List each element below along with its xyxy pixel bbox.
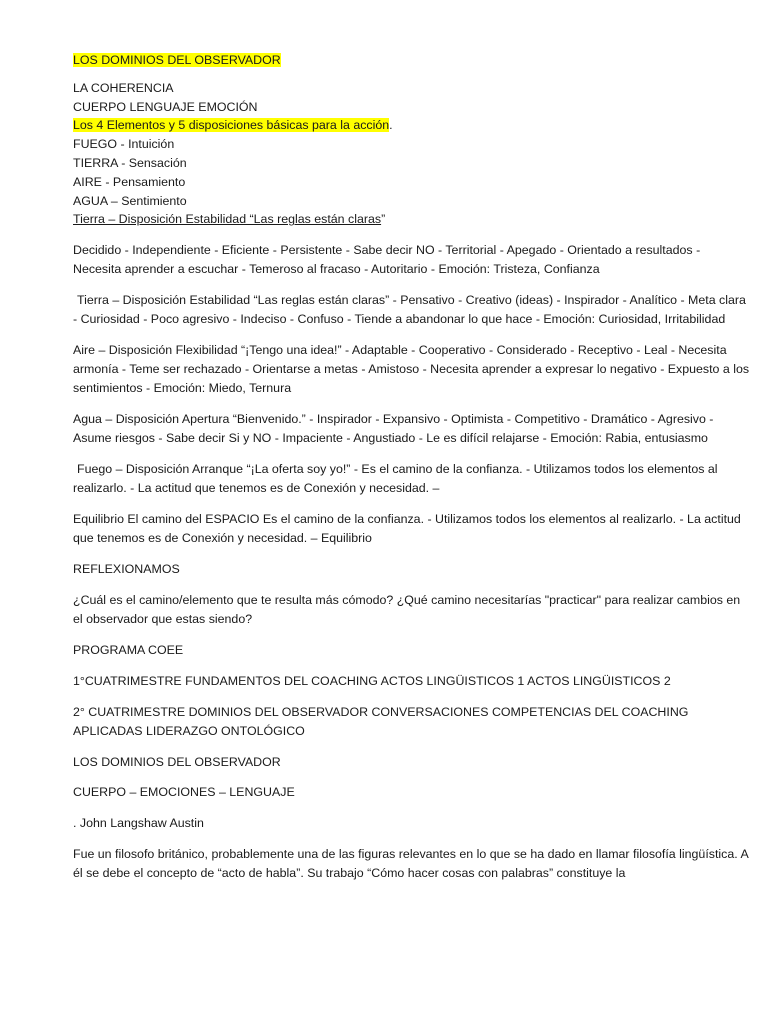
highlighted-elementos: Los 4 Elementos y 5 disposiciones básicas para la acción: [73, 118, 390, 133]
paragraph-fuego: Fuego – Disposición Arranque “¡La oferta soy yo!” - Es el camino de la confianza. - Utilizamos todos los elementos al realizarlo. - La actitud que tenemos es de Conexión y necesidad. –: [73, 462, 718, 496]
paragraph-decidido: Decidido - Independiente - Eficiente - Persistente - Sabe decir NO - Territorial - Apegado - Orientado a resultados - Necesita aprender a escuchar - Temeroso al fracaso - Autoritario - Emoción: Tristeza, Confianza: [73, 243, 701, 277]
cuatrimestre-2: 2° CUATRIMESTRE DOMINIOS DEL OBSERVADOR CONVERSACIONES COMPETENCIAS DEL COACHING APLICADAS LIDERAZGO ONTOLÓGICO: [73, 704, 689, 738]
element-fuego: FUEGO - Intuición: [73, 137, 175, 152]
tierra-heading-underlined: Tierra – Disposición Estabilidad “Las reglas están claras: [73, 212, 382, 227]
paragraph-pregunta: ¿Cuál es el camino/elemento que te resulta más cómodo? ¿Qué camino necesitarías "practicar" para realizar cambios en el observador que estas siendo?: [73, 592, 741, 626]
tierra-heading-end: ”: [381, 212, 386, 227]
element-agua: AGUA – Sentimiento: [73, 193, 187, 208]
paragraph-agua: Agua – Disposición Apertura “Bienvenido.” - Inspirador - Expansivo - Optimista - Competitivo - Dramático - Agresivo - Asume riesgos - Sabe decir Si y NO - Impaciente - Angustiado - Le es difícil relajarse - Emoción: Rabia, entusiasmo: [73, 412, 714, 446]
document-title: [73, 51, 751, 70]
paragraph-aire: Aire – Disposición Flexibilidad “¡Tengo una idea!” - Adaptable - Cooperativo - Considerado - Receptivo - Leal - Necesita armonía - Teme ser rechazado - Orientarse a metas - Amistoso - Necesita aprender a expresar lo negativo - Expuesto a los sentimientos - Emoción: Miedo, Ternura: [73, 343, 750, 396]
heading-coherencia: LA COHERENCIA: [73, 80, 174, 95]
cuatrimestre-1: 1°CUATRIMESTRE FUNDAMENTOS DEL COACHING ACTOS LINGÜISTICOS 1 ACTOS LINGÜISTICOS 2: [73, 673, 671, 688]
heading-austin: . John Langshaw Austin: [73, 816, 204, 831]
elementos-line: [73, 116, 751, 135]
heading-dominios: LOS DOMINIOS DEL OBSERVADOR: [73, 754, 281, 769]
highlighted-title: LOS DOMINIOS DEL OBSERVADOR: [73, 53, 281, 67]
element-tierra: TIERRA - Sensación: [73, 155, 187, 170]
paragraph-equilibrio: Equilibrio El camino del ESPACIO Es el camino de la confianza. - Utilizamos todos los elementos al realizarlo. - La actitud que tenemos es de Conexión y necesidad. – Equilibrio: [73, 512, 741, 546]
paragraph-austin: Fue un filosofo británico, probablemente una de las figuras relevantes en lo que se ha dado en llamar filosofía lingüística. A él se debe el concepto de “acto de habla”. Su trabajo “Cómo hacer cosas con palabras” constituye la: [73, 846, 749, 880]
heading-reflexionamos: REFLEXIONAMOS: [73, 562, 180, 577]
document-page: [73, 51, 751, 883]
paragraph-tierra-pensativo: Tierra – Disposición Estabilidad “Las reglas están claras” - Pensativo - Creativo (ideas) - Inspirador - Analítico - Meta clara - Curiosidad - Poco agresivo - Indeciso - Confuso - Tiende a abandonar lo que hace - Emoción: Curiosidad, Irritabilidad: [73, 293, 746, 327]
heading-programa: PROGRAMA COEE: [73, 642, 184, 657]
tierra-heading: [73, 210, 751, 229]
heading-cuerpo-emociones-lenguaje: CUERPO – EMOCIONES – LENGUAJE: [73, 785, 295, 800]
elementos-period: .: [389, 118, 393, 133]
heading-cuerpo-lenguaje-emocion: CUERPO LENGUAJE EMOCIÓN: [73, 99, 258, 114]
element-aire: AIRE - Pensamiento: [73, 174, 186, 189]
